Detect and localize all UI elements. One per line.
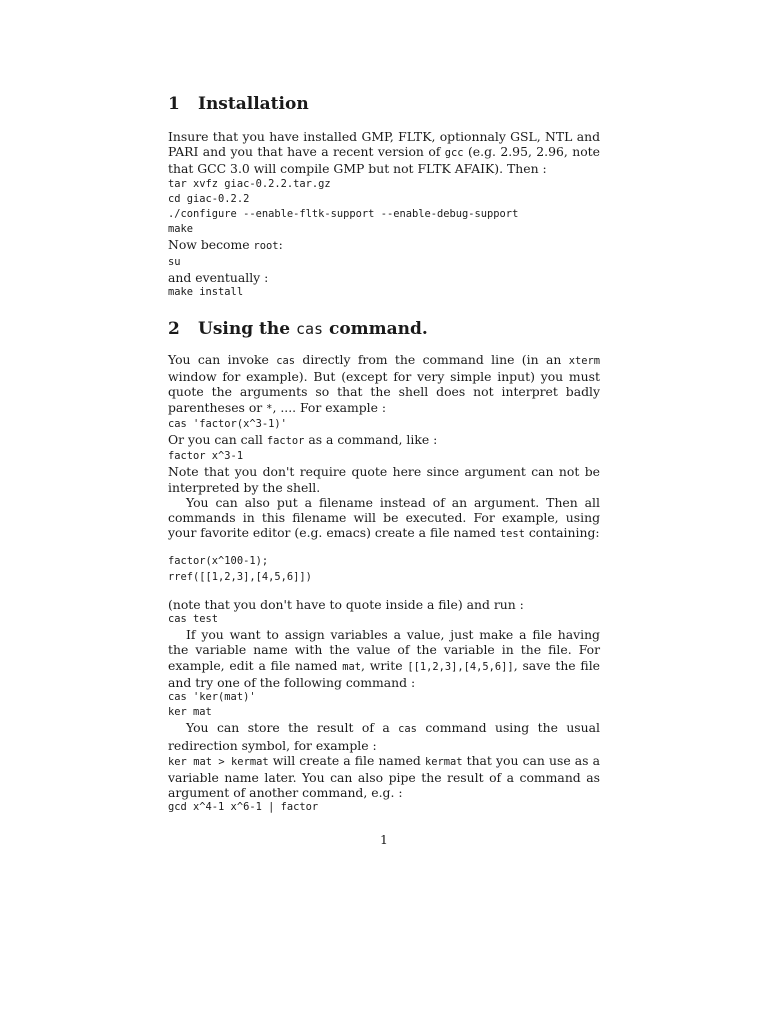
code-line: cas 'factor(x^3-1)' [168,417,287,430]
section-heading [168,94,600,114]
paragraph-variables [168,627,600,690]
text: command using the usual redirection symbol, for example : [168,720,600,753]
section-using-cas [168,319,600,816]
text: : [278,237,283,253]
text: You can store the result of a [186,720,399,736]
inline-code: root [253,240,279,253]
text: You can invoke [168,352,277,367]
inline-code: test [499,528,525,541]
text: that you can use as a variable name later. You can also pipe the result of a command as argument of another command, e.g. : [168,752,600,801]
page-number: 1 [380,832,388,847]
file-content-line: rref([[1,2,3],[4,5,6]]) [168,570,312,583]
text: window for example). But (except for very simple input) you must quote the arguments so that the shell does not interpret badly parentheses or [168,369,600,415]
section-title-code: cas [295,320,324,338]
inline-code: cas [398,723,417,736]
file-content-line: factor(x^100-1); [168,555,269,568]
code-line: make [168,223,194,236]
code-line: factor x^3-1 [168,450,244,463]
paragraph-become-root [168,237,600,254]
section-title: command. [323,319,428,339]
inline-code: mat [342,660,361,673]
code-line: gcd x^4-1 x^6-1 | factor [168,801,319,814]
code-line: cas 'ker(mat)' [168,691,256,704]
text: Insure that you have installed GMP, FLTK, optionnaly GSL, NTL and PARI and you that have a recent version of [168,129,600,160]
inline-code: * [266,402,273,415]
code-line: ker mat [168,706,212,719]
section-title: Using the [198,319,296,339]
text: containing: [524,525,600,541]
text: as a command, like : [304,432,438,448]
text: If you want to assign variables a value, just make a file having the variable name with the value of the variable in the file. For example, edit a file named [168,627,600,673]
paragraph-call-factor [168,432,600,449]
section-title: Installation [198,94,309,114]
code-line: cas test [168,613,219,626]
paragraph-filename [168,495,600,543]
section-installation [168,94,600,300]
paragraph-eventually: and eventually : [168,269,269,285]
code-line: make install [168,286,244,299]
inline-code: cas [276,355,296,367]
inline-code: kermat [424,755,463,768]
paragraph-redirection [168,720,600,752]
paragraph-no-quote: Note that you don't require quote here since argument can not be interpreted by the shell. [168,464,600,495]
code-line: ./configure --enable-fltk-support --enable-debug-support [168,208,519,221]
section-number: 1 [168,94,180,114]
paragraph-run: (note that you don't have to quote inside a file) and run : [168,596,524,612]
paragraph-install-intro [168,129,600,177]
inline-code: factor [266,435,305,448]
inline-code: ker mat > kermat [168,755,269,768]
text: (e.g. 2.95, 2.96, note that GCC 3.0 will compile GMP but not FLTK AFAIK). Then : [168,144,600,177]
paragraph-kermat [168,753,600,801]
text: , write [360,657,408,673]
inline-code: xterm [568,355,600,367]
text: will create a file named [268,752,425,768]
text: Now become [168,237,254,253]
text: directly from the command line (in an [295,352,569,367]
inline-code: [[1,2,3],[4,5,6]] [407,660,514,673]
paragraph-invoke-cas [168,352,600,417]
code-line: su [168,255,181,268]
text: Or you can call [168,432,267,448]
section-heading [168,319,600,339]
text: , .... For example : [272,399,387,415]
inline-code: gcc [444,147,464,160]
text: You can also put a filename instead of an argument. Then all commands in this filename will be executed. For example, using your favorite editor (e.g. emacs) create a file named [168,494,600,541]
text: , save the file and try one of the following command : [168,657,600,690]
code-line: cd giac-0.2.2 [168,192,250,205]
code-line: tar xvfz giac-0.2.2.tar.gz [168,177,331,190]
section-number: 2 [168,319,180,339]
